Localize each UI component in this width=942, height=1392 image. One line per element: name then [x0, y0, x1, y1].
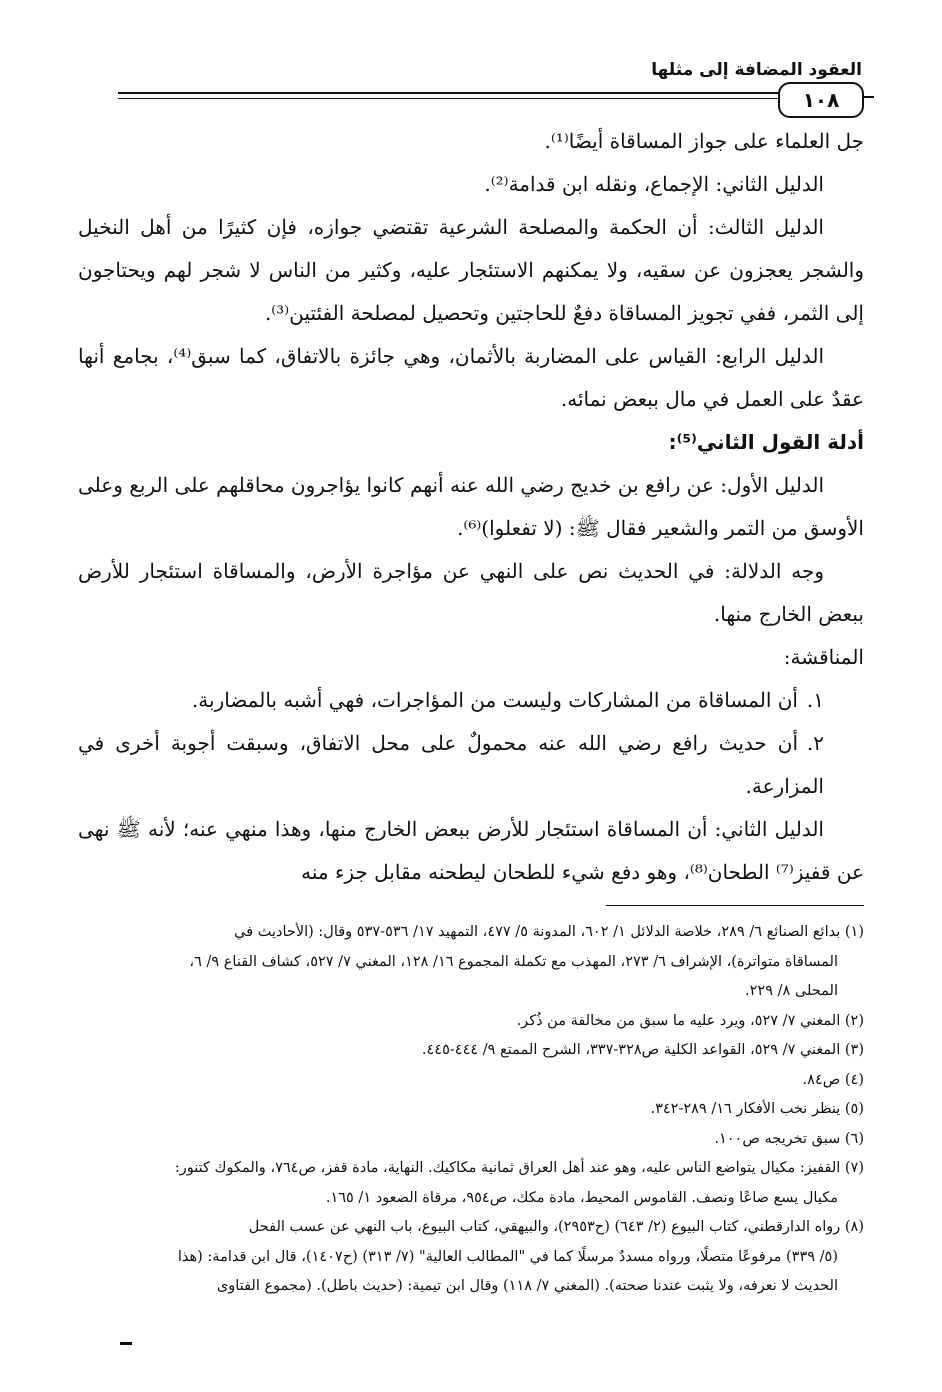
header-rule-thin [118, 98, 822, 99]
footnote-line: (٦) سبق تخريجه ص١٠٠. [714, 1130, 864, 1147]
footnote-line: (٥/ ٣٣٩) مرفوعًا متصلًا، ورواه مسددٌ مرسلًا كما في "المطالب العالية" (٧/ ٣١٣) (ح١٤٠٧)، قال ابن قدامة: (هذا [177, 1248, 838, 1265]
footnote-line: المحلى ٨/ ٢٢٩. [745, 983, 838, 999]
list-number: ١. [806, 688, 824, 712]
paragraph: الدليل الثالث: أن الحكمة والمصلحة الشرعية تقتضي جوازه، فإن كثيرًا من أهل النخيل والشجر يعجزون عن سقيه، ولا يمكنهم الاستئجار عليه، وكثير من الناس لا شجر لهم ويحتاجون إلى الثمر، ففي تجويز المساقاة دفعٌ للحاجتين وتحصيل لمصلحة الفئتين⁽³⁾. [78, 215, 864, 325]
list-number: ٢. [806, 731, 824, 755]
paragraph: الدليل الأول: عن رافع بن خديج رضي الله عنه أنهم كانوا يؤاجرون محاقلهم على الربع وعلى الأوسق من التمر والشعير فقال ﷺ: (لا تفعلوا)⁽⁶⁾. [78, 473, 864, 540]
continuation-mark [120, 1342, 132, 1345]
list-item [78, 722, 864, 808]
footnote-line: (٤) ص٨٤. [802, 1071, 864, 1088]
main-text [78, 120, 864, 894]
footnote-line: مكيال يسع صاعًا ونصف. القاموس المحيط، مادة مكك، ص٩٥٤، مرقاة الصعود ١/ ١٦٥. [325, 1189, 838, 1206]
footnote-line: (٢) المغني ٧/ ٥٢٧، ويرد عليه ما سبق من مخالفة من ذُكر. [516, 1012, 864, 1029]
footnote-line: (٥) ينظر نخب الأفكار ١٦/ ٢٨٩-٣٤٢. [650, 1101, 864, 1117]
list-item [78, 679, 864, 722]
header-rule [118, 92, 822, 94]
paragraph: جل العلماء على جواز المساقاة أيضًا⁽¹⁾. [544, 129, 864, 153]
section-heading: أدلة القول الثاني⁽⁵⁾: [668, 430, 864, 454]
footnote-line: المساقاة متواترة)، الإشراف ٦/ ٢٧٣، المهذب مع تكملة المجموع ١٦/ ١٢٨، المغني ٧/ ٥٢٧، كشاف القناع ٩/ ٦، [189, 953, 838, 970]
footnote-line: (٣) المغني ٧/ ٥٢٩، القواعد الكلية ص٣٢٨-٣٣٧، الشرح الممتع ٩/ ٤٤٤-٤٤٥. [421, 1042, 864, 1058]
footnote-separator [606, 905, 864, 906]
paragraph: الدليل الرابع: القياس على المضاربة بالأثمان، وهي جائزة بالاتفاق، كما سبق⁽⁴⁾، بجامع أنها عقدٌ على العمل في مال ببعض نمائه. [78, 344, 864, 411]
list-item-text: أن المساقاة من المشاركات وليست من المؤاجرات، فهي أشبه بالمضاربة. [191, 688, 798, 712]
footnote-line: (٧) القفيز: مكيال يتواضع الناس عليه، وهو عند أهل العراق ثمانية مكاكيك. النهاية، مادة قفز، ص٧٦٤، والمكوك كتنور: [174, 1160, 864, 1176]
footnotes [78, 918, 864, 1302]
page-number: ١٠٨ [778, 82, 864, 118]
footnote-line: الحديث لا نعرفه، ولا يثبت عندنا صحته). (المغني ٧/ ١١٨) وقال ابن تيمية: (حديث باطل). (مجموع الفتاوى [216, 1278, 838, 1294]
footnote-line: (١) بدائع الصنائع ٦/ ٢٨٩، خلاصة الدلائل ١/ ٦٠٢، المدونة ٥/ ٤٧٧، التمهيد ١٧/ ٥٣٦-٥٣٧ وقال: (الأحاديث في [234, 924, 864, 940]
list-item-text: أن حديث رافع رضي الله عنه محمولٌ على محل الاتفاق، وسبقت أجوبة أخرى في المزارعة. [78, 731, 824, 798]
subheading: المناقشة: [783, 645, 864, 669]
running-header-title: العقود المضافة إلى مثلها [651, 60, 862, 80]
paragraph: الدليل الثاني: أن المساقاة استئجار للأرض ببعض الخارج منها، وهذا منهي عنه؛ لأنه ﷺ نهى عن قفيز⁽⁷⁾ الطحان⁽⁸⁾، وهو دفع شيء للطحان ليطحنه مقابل جزء منه [78, 817, 864, 884]
paragraph: الدليل الثاني: الإجماع، ونقله ابن قدامة⁽²⁾. [484, 172, 824, 196]
paragraph: وجه الدلالة: في الحديث نص على النهي عن مؤاجرة الأرض، والمساقاة استئجار للأرض ببعض الخارج منها. [78, 559, 864, 626]
footnote-line: (٨) رواه الدارقطني، كتاب البيوع (٢/ ٦٤٣) (ح٢٩٥٣)، والبيهقي، كتاب البيوع، باب النهي عن عسب الفحل [248, 1219, 864, 1235]
